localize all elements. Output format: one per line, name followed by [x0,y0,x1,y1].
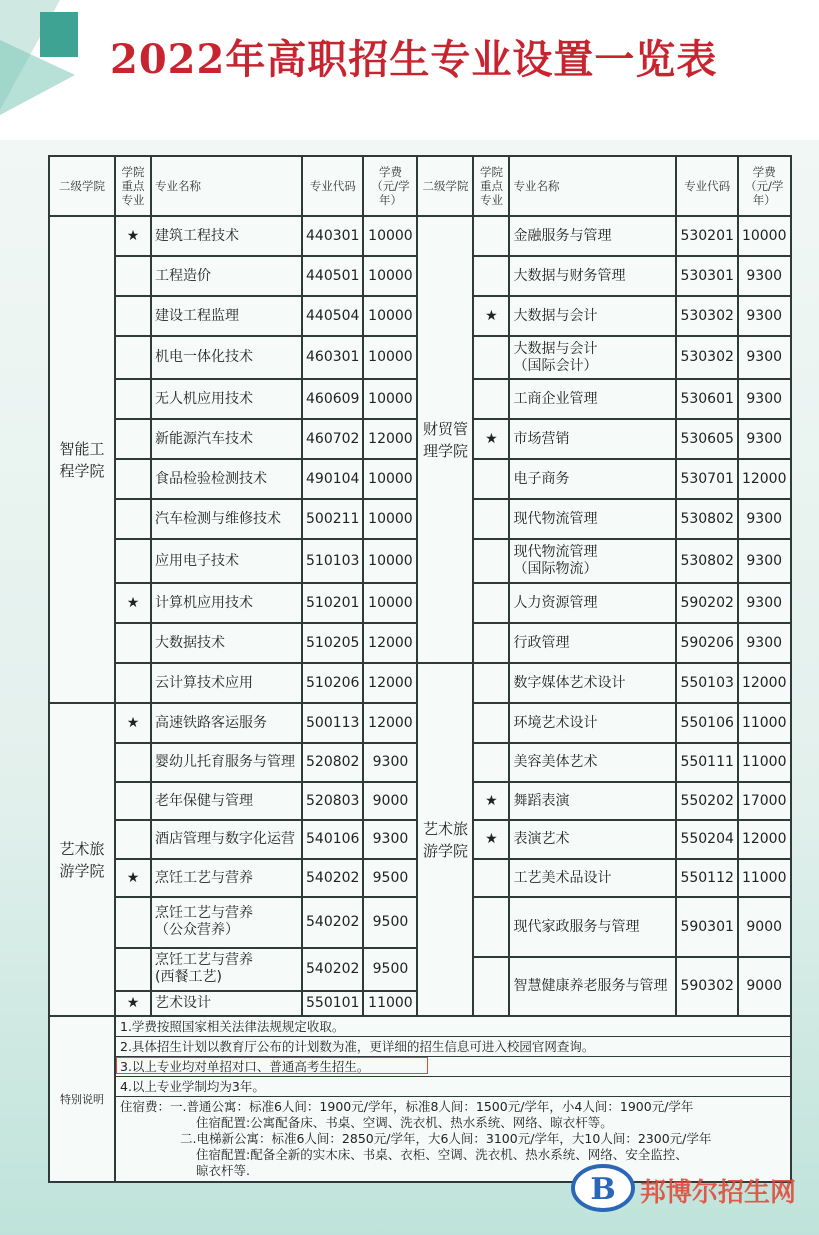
major-name: 烹饪工艺与营养 [151,859,302,897]
major-name: 应用电子技术 [151,539,302,583]
major-code: 550106 [676,703,737,743]
key-major-star [473,623,509,663]
key-major-star: ★ [115,583,151,623]
note-line-highlighted [116,1057,790,1077]
major-fee: 11000 [363,991,417,1016]
merged-entry: 590301 [677,898,736,958]
header-fee: 学费 （元/学 年） [363,156,417,216]
major-code: 520803 [302,782,363,820]
major-code: 460301 [302,336,363,379]
key-major-star [473,663,509,703]
key-major-star [115,379,151,419]
major-code: 550202 [676,782,737,820]
merged-entry: 现代家政服务与管理 [510,898,675,958]
major-code: 510206 [302,663,363,703]
note-line: 1.学费按照国家相关法律法规规定收取。 [116,1017,790,1037]
major-fee: 9300 [738,379,791,419]
watermark [570,1160,810,1215]
major-name: 建筑工程技术 [151,216,302,256]
merged-entry: 590302 [680,978,734,994]
key-major-star: ★ [115,216,151,256]
key-major-star [473,539,509,583]
college-cell: 艺术旅 游学院 [417,663,473,1016]
major-fee: 9300 [738,539,791,583]
merged-entry [474,898,508,958]
major-code: 440504 [302,296,363,336]
key-major-star: ★ [115,991,151,1016]
major-name: 艺术设计 [151,991,302,1016]
major-name: 婴幼儿托育服务与管理 [151,743,302,782]
header-code: 专业代码 [676,156,737,216]
major-name: 食品检验检测技术 [151,459,302,499]
major-fee: 9300 [738,419,791,459]
key-major-star [473,583,509,623]
major-name: 新能源汽车技术 [151,419,302,459]
major-fee [738,897,791,1016]
key-major-star [473,499,509,539]
major-code: 540202 [302,897,363,948]
note-line: 2.具体招生计划以教育厅公布的计划数为准，更详细的招生信息可进入校园官网查询。 [116,1037,790,1057]
header-code: 专业代码 [302,156,363,216]
header-key-major: 学院 重点 专业 [115,156,151,216]
major-code: 530302 [676,296,737,336]
major-code: 540106 [302,820,363,859]
major-code: 440501 [302,256,363,296]
major-fee: 11000 [738,743,791,782]
major-name: 机电一体化技术 [151,336,302,379]
header-key-major: 学院 重点 专业 [473,156,509,216]
major-fee: 12000 [363,663,417,703]
key-major-star [115,459,151,499]
key-major-star [115,897,151,948]
key-major-star [473,216,509,256]
major-name: 云计算技术应用 [151,663,302,703]
notes-cell [115,1016,791,1182]
major-name: 电子商务 [509,459,676,499]
major-name: 金融服务与管理 [509,216,676,256]
major-code [676,897,737,1016]
major-fee: 9300 [738,256,791,296]
key-major-star [473,743,509,782]
notes-label: 特别说明 [49,1016,115,1182]
key-major-star [115,948,151,991]
key-major-star [115,539,151,583]
major-code: 550112 [676,859,737,897]
major-code: 460702 [302,419,363,459]
major-code: 500211 [302,499,363,539]
key-major-star [115,419,151,459]
lodging-line: 晾衣杆等. [196,1163,250,1178]
major-code: 490104 [302,459,363,499]
major-code: 510201 [302,583,363,623]
merged-entry: 智慧健康养老服务与管理 [513,978,668,994]
key-major-star [473,703,509,743]
key-major-star [115,256,151,296]
major-name: 环境艺术设计 [509,703,676,743]
merged-entry: 9000 [746,978,783,994]
major-name: 舞蹈表演 [509,782,676,820]
major-name: 汽车检测与维修技术 [151,499,302,539]
major-fee: 9500 [363,859,417,897]
major-name: 表演艺术 [509,820,676,859]
major-fee: 17000 [738,782,791,820]
key-major-star [473,859,509,897]
header-fee: 学费 （元/学 年） [738,156,791,216]
major-code: 460609 [302,379,363,419]
major-name: 大数据与会计 [509,296,676,336]
major-name: 大数据与会计 （国际会计） [509,336,676,379]
merged-entry [474,958,508,1015]
major-fee: 10000 [363,459,417,499]
major-name: 美容美体艺术 [509,743,676,782]
key-major-star [115,782,151,820]
page-title: 2022年高职招生专业设置一览表 [110,36,718,83]
major-name: 现代物流管理 [509,499,676,539]
lodging-line: 二.电梯新公寓：标准6人间：2850元/学年，大6人间：3100元/学年，大10人间：2300元/学年 [180,1131,712,1146]
major-fee: 9300 [363,820,417,859]
major-code: 530601 [676,379,737,419]
major-name: 高速铁路客运服务 [151,703,302,743]
key-major-star [115,336,151,379]
corner-decoration [0,0,110,130]
major-name: 烹饪工艺与营养 (西餐工艺) [151,948,302,991]
college-cell: 智能工 程学院 [49,216,115,703]
major-fee: 9300 [738,583,791,623]
major-code: 530605 [676,419,737,459]
major-name: 大数据与财务管理 [509,256,676,296]
key-major-star: ★ [115,859,151,897]
major-name: 数字媒体艺术设计 [509,663,676,703]
watermark-logo-letter: B [590,1172,616,1207]
major-code: 590202 [676,583,737,623]
key-major-star: ★ [473,782,509,820]
header-major-name: 专业名称 [151,156,302,216]
major-fee: 9300 [738,623,791,663]
major-code: 550204 [676,820,737,859]
table-row [49,663,791,703]
major-name: 现代物流管理 （国际物流） [509,539,676,583]
key-major-star [115,623,151,663]
key-major-star [473,379,509,419]
major-code: 550111 [676,743,737,782]
major-fee: 9300 [738,336,791,379]
key-major-star: ★ [115,703,151,743]
note-line: 4.以上专业学制均为3年。 [116,1077,790,1097]
table-row [49,216,791,256]
major-fee: 12000 [738,820,791,859]
highlight-box [116,1057,428,1074]
major-name: 工程造价 [151,256,302,296]
key-major-star: ★ [473,820,509,859]
key-major-star: ★ [473,419,509,459]
notes-row [49,1016,791,1182]
college-cell: 艺术旅 游学院 [49,703,115,1016]
major-fee: 9500 [363,897,417,948]
header-college: 二级学院 [417,156,473,216]
major-fee: 11000 [738,859,791,897]
major-code: 550103 [676,663,737,703]
key-major-star [115,499,151,539]
major-code: 540202 [302,948,363,991]
major-name: 无人机应用技术 [151,379,302,419]
major-fee: 9300 [738,499,791,539]
major-name [509,897,676,1016]
key-major-star [115,743,151,782]
major-fee: 12000 [363,623,417,663]
lodging-line: 住宿配置:公寓配备床、书桌、空调、洗衣机、热水系统、网络、晾衣杆等。 [196,1115,613,1130]
table-header-row [49,156,791,216]
major-code: 510103 [302,539,363,583]
major-fee: 10000 [363,379,417,419]
major-fee: 12000 [363,419,417,459]
major-name: 建设工程监理 [151,296,302,336]
key-major-star [473,459,509,499]
major-code: 530701 [676,459,737,499]
key-major-star [473,897,509,1016]
key-major-star [115,820,151,859]
key-major-star [115,663,151,703]
major-name: 工商企业管理 [509,379,676,419]
major-table [48,155,792,1183]
major-name: 老年保健与管理 [151,782,302,820]
major-code: 540202 [302,859,363,897]
key-major-star [115,296,151,336]
major-fee: 9500 [363,948,417,991]
major-name: 人力资源管理 [509,583,676,623]
lodging-line: 住宿费：一.普通公寓：标准6人间：1900元/学年，标准8人间：1500元/学年，小4人间：1900元/学年 [120,1099,694,1114]
major-fee: 10000 [738,216,791,256]
key-major-star: ★ [473,296,509,336]
major-code: 520802 [302,743,363,782]
major-code: 530301 [676,256,737,296]
major-name: 酒店管理与数字化运营 [151,820,302,859]
major-code: 530802 [676,539,737,583]
major-fee: 10000 [363,336,417,379]
major-fee: 9000 [363,782,417,820]
major-fee: 10000 [363,539,417,583]
college-cell: 财贸管 理学院 [417,216,473,663]
lodging-line: 住宿配置:配备全新的实木床、书桌、衣柜、空调、洗衣机、热水系统、网络、安全监控、 [196,1147,688,1162]
major-name: 市场营销 [509,419,676,459]
major-code: 510205 [302,623,363,663]
major-name: 烹饪工艺与营养 （公众营养） [151,897,302,948]
major-code: 530201 [676,216,737,256]
major-fee: 11000 [738,703,791,743]
major-fee: 12000 [363,703,417,743]
major-code: 440301 [302,216,363,256]
major-fee: 10000 [363,216,417,256]
major-name: 计算机应用技术 [151,583,302,623]
major-fee: 10000 [363,296,417,336]
major-name: 大数据技术 [151,623,302,663]
key-major-star [473,256,509,296]
watermark-text: 邦博尔招生网 [640,1178,797,1208]
major-fee: 10000 [363,583,417,623]
major-fee: 10000 [363,256,417,296]
major-fee: 9300 [738,296,791,336]
major-fee: 10000 [363,499,417,539]
major-name: 行政管理 [509,623,676,663]
header-major-name: 专业名称 [509,156,676,216]
watermark-logo-icon [570,1160,636,1215]
note-text: 3.以上专业均对单招对口、普通高考生招生。 [120,1059,370,1074]
major-fee: 9300 [363,743,417,782]
major-code: 500113 [302,703,363,743]
major-code: 530802 [676,499,737,539]
major-fee: 12000 [738,663,791,703]
merged-entry: 9000 [739,898,790,958]
major-fee: 12000 [738,459,791,499]
major-name: 工艺美术品设计 [509,859,676,897]
major-code: 530302 [676,336,737,379]
major-code: 550101 [302,991,363,1016]
major-code: 590206 [676,623,737,663]
key-major-star [473,336,509,379]
header-college: 二级学院 [49,156,115,216]
